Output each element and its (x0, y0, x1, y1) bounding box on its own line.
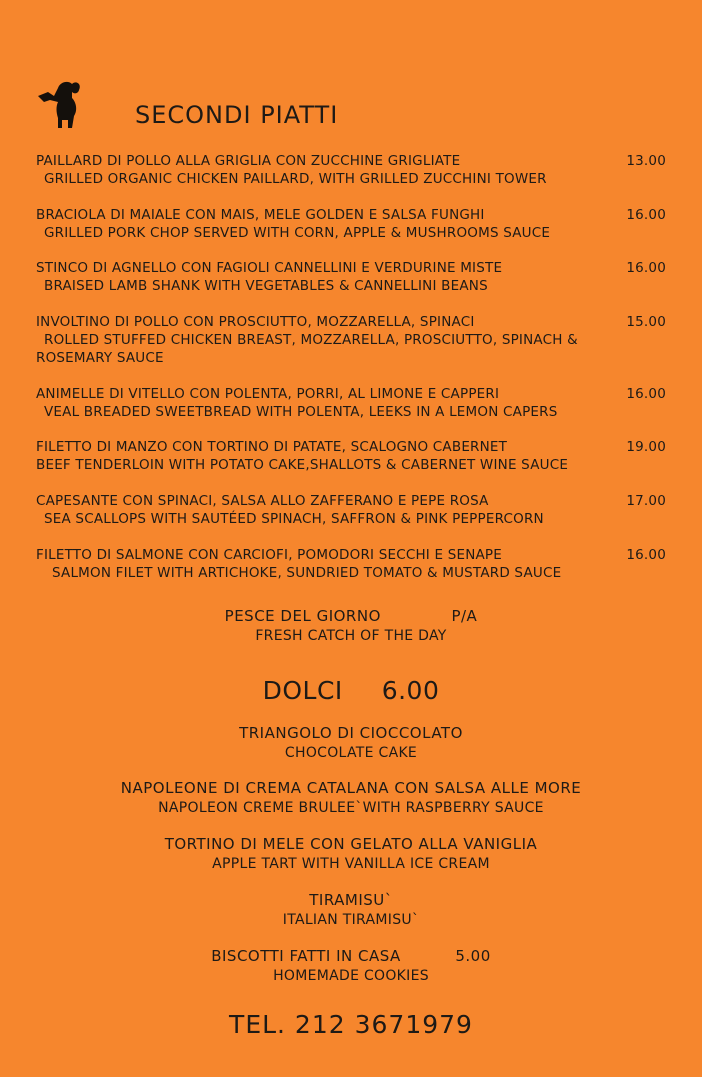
pesce-price: P/A (451, 607, 478, 625)
item-price: 13.00 (626, 153, 666, 169)
biscotti-name-it: BISCOTTI FATTI IN CASA (211, 947, 401, 965)
biscotti-price: 5.00 (455, 947, 491, 965)
item-name-en: GRILLED ORGANIC CHICKEN PAILLARD, WITH GRILLED ZUCCHINI TOWER (44, 171, 547, 187)
dolce-name-en: APPLE TART WITH VANILLA ICE CREAM (212, 856, 490, 872)
biscotti-name-en: HOMEMADE COOKIES (273, 968, 429, 984)
item-price: 16.00 (626, 386, 666, 402)
item-name-it: STINCO DI AGNELLO CON FAGIOLI CANNELLINI E VERDURINE MISTE (36, 260, 503, 276)
item-name-it: FILETTO DI SALMONE CON CARCIOFI, POMODORI SECCHI E SENAPE (36, 547, 502, 563)
item-name-en: BRAISED LAMB SHANK WITH VEGETABLES & CANNELLINI BEANS (44, 278, 488, 294)
menu-item (36, 259, 666, 295)
pesce-name-it: PESCE DEL GIORNO (224, 607, 381, 625)
menu-item (36, 438, 666, 474)
item-price: 15.00 (626, 314, 666, 330)
menu-item (36, 206, 666, 242)
item-name-it: INVOLTINO DI POLLO CON PROSCIUTTO, MOZZARELLA, SPINACI (36, 314, 475, 330)
section-title-secondi: SECONDI PIATTI (135, 101, 339, 129)
item-name-it: ANIMELLE DI VITELLO CON POLENTA, PORRI, AL LIMONE E CAPPERI (36, 386, 500, 402)
item-name-it: PAILLARD DI POLLO ALLA GRIGLIA CON ZUCCHINE GRIGLIATE (36, 153, 461, 169)
menu-item (36, 313, 666, 367)
item-price: 16.00 (626, 207, 666, 223)
dolce-name-it: TORTINO DI MELE CON GELATO ALLA VANIGLIA (164, 835, 538, 853)
item-name-it: BRACIOLA DI MAIALE CON MAIS, MELE GOLDEN E SALSA FUNGHI (36, 207, 485, 223)
dolci-title: DOLCI (262, 676, 343, 705)
item-name-en: SEA SCALLOPS WITH SAUTÉED SPINACH, SAFFRON & PINK PEPPERCORN (44, 511, 544, 527)
telephone: TEL. 212 3671979 (229, 1010, 473, 1039)
menu-item (36, 492, 666, 528)
pesce-line (0, 606, 702, 626)
pesce-name-en: FRESH CATCH OF THE DAY (255, 628, 447, 644)
item-name-en: BEEF TENDERLOIN WITH POTATO CAKE,SHALLOTS & CABERNET WINE SAUCE (36, 457, 569, 473)
item-name-en: SALMON FILET WITH ARTICHOKE, SUNDRIED TOMATO & MUSTARD SAUCE (52, 565, 562, 581)
section-title-dolci (0, 676, 702, 705)
item-name-en: ROLLED STUFFED CHICKEN BREAST, MOZZARELLA, PROSCIUTTO, SPINACH & (44, 332, 578, 348)
dolce-name-en: ITALIAN TIRAMISU` (282, 912, 420, 928)
dolci-price: 6.00 (381, 676, 440, 705)
biscotti-line (0, 946, 702, 966)
dolce-name-en: NAPOLEON CREME BRULEE`WITH RASPBERRY SAUCE (158, 800, 544, 816)
menu-item (36, 152, 666, 188)
item-name-it: FILETTO DI MANZO CON TORTINO DI PATATE, SCALOGNO CABERNET (36, 439, 508, 455)
item-name-en: GRILLED PORK CHOP SERVED WITH CORN, APPLE & MUSHROOMS SAUCE (44, 225, 551, 241)
item-name-en: VEAL BREADED SWEETBREAD WITH POLENTA, LEEKS IN A LEMON CAPERS (44, 404, 558, 420)
item-name-it: CAPESANTE CON SPINACI, SALSA ALLO ZAFFERANO E PEPE ROSA (36, 493, 489, 509)
chef-silhouette-icon (34, 78, 84, 132)
dolce-name-en: CHOCOLATE CAKE (284, 745, 418, 761)
menu-item (36, 385, 666, 421)
dolce-name-it: TIRAMISU` (309, 891, 393, 909)
dolce-name-it: TRIANGOLO DI CIOCCOLATO (239, 724, 463, 742)
item-name-en-cont: ROSEMARY SAUCE (36, 350, 164, 366)
dolce-name-it: NAPOLEONE DI CREMA CATALANA CON SALSA ALLE MORE (120, 779, 582, 797)
item-price: 16.00 (626, 260, 666, 276)
menu-item (36, 546, 666, 582)
item-price: 17.00 (626, 493, 666, 509)
item-price: 19.00 (626, 439, 666, 455)
item-price: 16.00 (626, 547, 666, 563)
